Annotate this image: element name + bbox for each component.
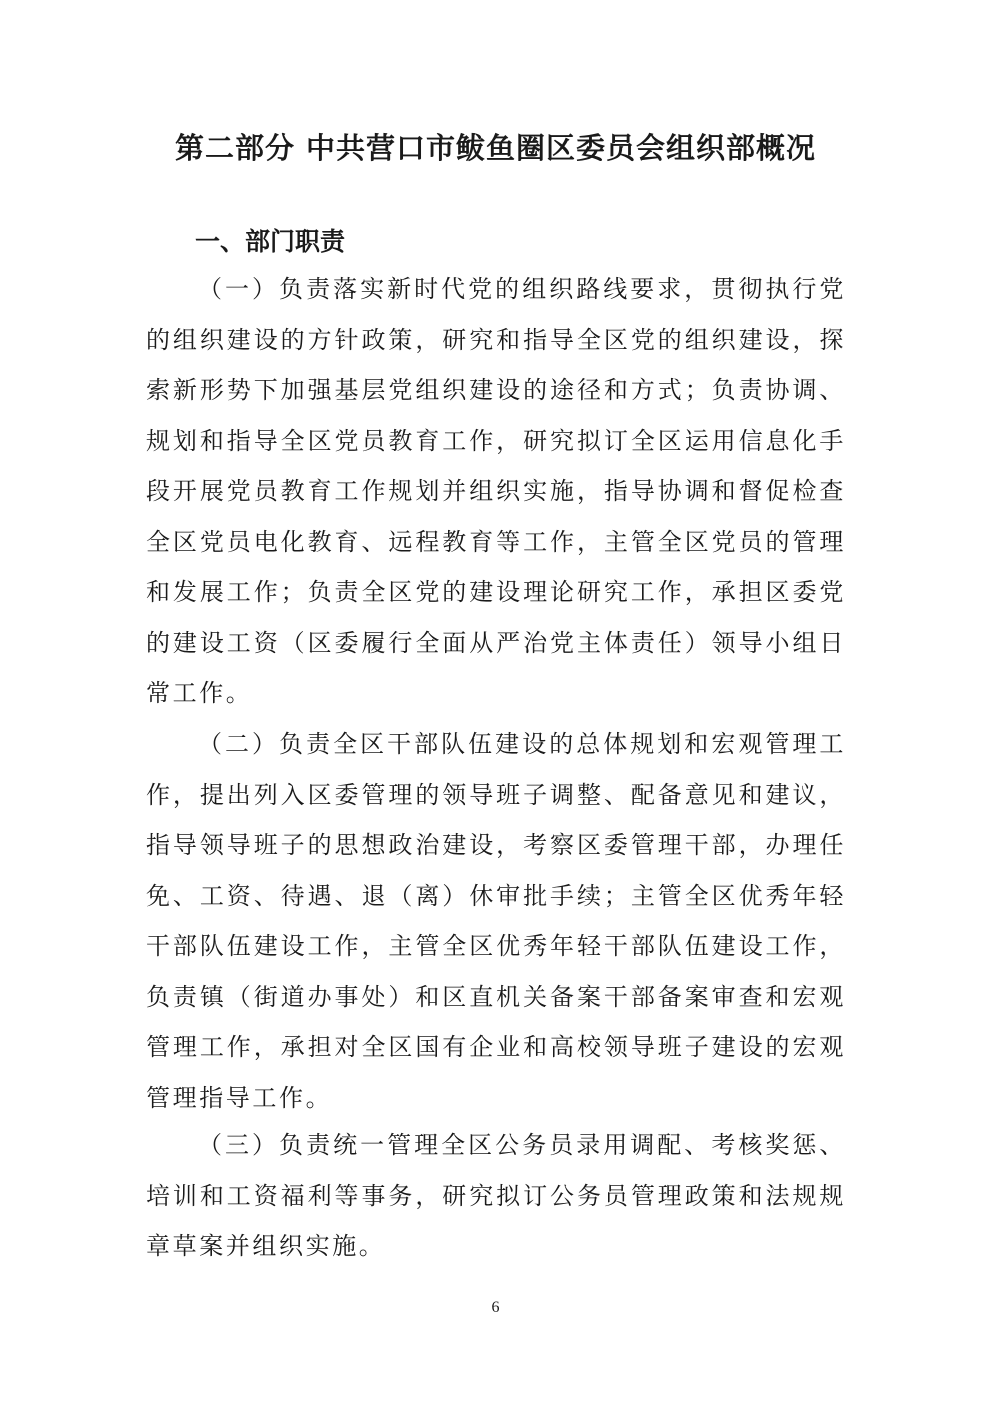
paragraph-duty-1: （一）负责落实新时代党的组织路线要求，贯彻执行党的组织建设的方针政策，研究和指导全区党的组织建设，探索新形势下加强基层党组织建设的途径和方式；负责协调、规划和指导全区党员教育工作，研究拟订全区运用信息化手段开展党员教育工作规划并组织实施，指导协调和督促检查全区党员电化教育、远程教育等工作，主管全区党员的管理和发展工作；负责全区党的建设理论研究工作，承担区委党的建设工资（区委履行全面从严治党主体责任）领导小组日常工作。 [146,275,846,707]
page-number: 6 [491,1299,500,1316]
section-heading: 一、部门职责 [195,227,346,256]
page-title: 第二部分 中共营口市鲅鱼圈区委员会组织部概况 [174,131,817,165]
paragraph-duty-2: （二）负责全区干部队伍建设的总体规划和宏观管理工作，提出列入区委管理的领导班子调整、配备意见和建议，指导领导班子的思想政治建设，考察区委管理干部，办理任免、工资、待遇、退（离）休审批手续；主管全区优秀年轻干部队伍建设工作，主管全区优秀年轻干部队伍建设工作，负责镇（街道办事处）和区直机关备案干部备案审查和宏观管理工作，承担对全区国有企业和高校领导班子建设的宏观管理指导工作。 [146,730,846,1112]
paragraph-duty-3: （三）负责统一管理全区公务员录用调配、考核奖惩、培训和工资福利等事务，研究拟订公务员管理政策和法规规章草案并组织实施。 [146,1131,846,1260]
